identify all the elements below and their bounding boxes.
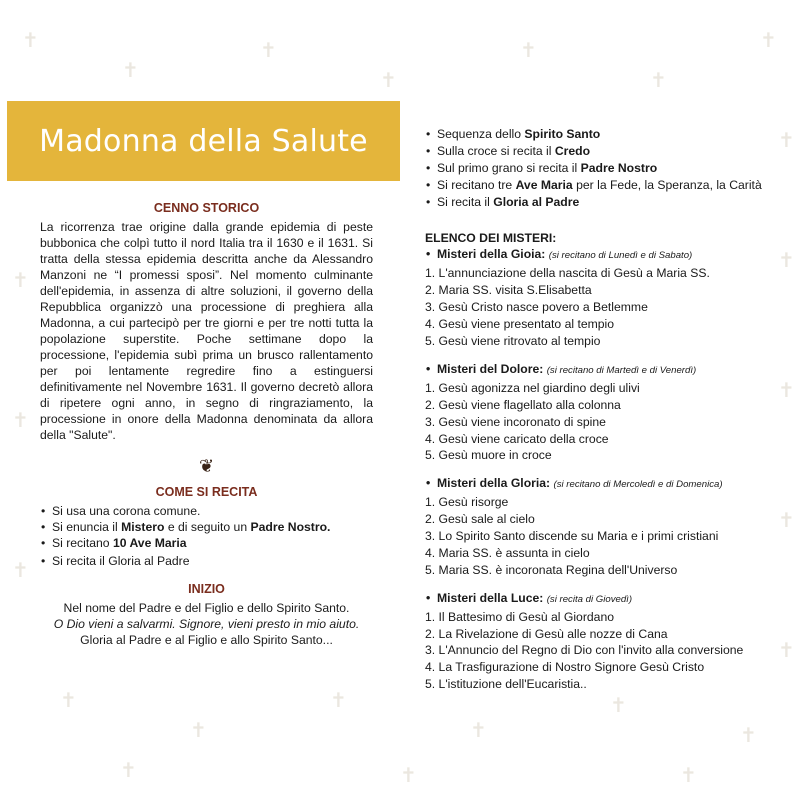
cross-pattern-icon: ✝: [520, 38, 537, 62]
group-title: • Misteri del Dolore: (si recitano di Martedì e di Venerdì): [425, 361, 770, 380]
group-title: • Misteri della Gloria: (si recitano di Mercoledì e di Domenica): [425, 475, 770, 494]
list-item: 2. La Rivelazione di Gesù alle nozze di Cana: [425, 626, 668, 641]
group-title: • Misteri della Gioia: (si recitano di Lunedì e di Sabato): [425, 246, 770, 265]
mystery-group: [425, 590, 770, 693]
cenno-text: La ricorrenza trae origine dalla grande epidemia di peste bubbonica che colpì tutto il nord Italia tra il 1630 e il 1631. Si tratta della stessa epidemia descritta anche da Alessandro Manzoni ne “I promessi sposi”. Nel momento culminante dell'epidemia, in assenza di altre soluzioni, il governo della Repubblica organizzò una processione di preghiera alla Madonna, a cui partecipò per tre giorni e per tre notti tutta la popolazione superstite. Poche settimane dopo la processione, l'epidemia subì prima un brusco rallentamento per poi lentamente regredire fino a estinguersi definitivamente nel Novembre 1631. Il governo decretò allora di ripetere ogni anno, in segno di ringraziamento, la processione in onore della Madonna denominata da allora della "Salute".: [40, 220, 373, 442]
list-item: 2. Gesù viene flagellato alla colonna: [425, 397, 621, 412]
cross-pattern-icon: ✝: [330, 688, 347, 712]
cross-pattern-icon: ✝: [400, 763, 417, 787]
mystery-group: [425, 361, 770, 464]
mystery-list: [425, 380, 770, 465]
mystery-list: [425, 609, 770, 694]
hearts-divider-icon: ❦: [198, 456, 215, 476]
sequence-list: [425, 126, 770, 211]
cross-pattern-icon: ✝: [778, 508, 795, 532]
come-heading: COME SI RECITA: [155, 485, 258, 499]
cross-pattern-icon: ✝: [778, 378, 795, 402]
left-column: [40, 200, 373, 648]
mystery-group: [425, 246, 770, 349]
list-item: 3. L'Annuncio del Regno di Dio con l'invito alla conversione: [425, 643, 744, 658]
list-item: 2. Gesù sale al cielo: [425, 512, 535, 527]
list-item: • Si usa una corona comune.: [40, 503, 373, 519]
cross-pattern-icon: ✝: [260, 38, 277, 62]
cross-pattern-icon: ✝: [778, 128, 795, 152]
cross-pattern-icon: ✝: [12, 268, 29, 292]
list-item: 2. Maria SS. visita S.Elisabetta: [425, 283, 592, 298]
cross-pattern-icon: ✝: [12, 408, 29, 432]
inizio-heading: INIZIO: [188, 582, 225, 596]
cross-pattern-icon: ✝: [122, 58, 139, 82]
inizio-line: Gloria al Padre e al Figlio e allo Spirito Santo...: [80, 633, 333, 647]
group-title: • Misteri della Luce: (si recita di Giovedì): [425, 590, 770, 609]
list-item: 5. Gesù muore in croce: [425, 448, 552, 463]
list-item: 4. La Trasfigurazione di Nostro Signore Gesù Cristo: [425, 660, 705, 675]
cenno-heading: CENNO STORICO: [153, 201, 260, 215]
right-column: [425, 126, 770, 698]
cross-pattern-icon: ✝: [740, 723, 757, 747]
list-item: 3. Gesù viene incoronato di spine: [425, 414, 606, 429]
title-banner: [7, 101, 400, 181]
list-item: 1. L'annunciazione della nascita di Gesù a Maria SS.: [425, 266, 710, 281]
cross-pattern-icon: ✝: [680, 763, 697, 787]
page-title: Madonna della Salute: [39, 123, 368, 159]
list-item: • Sulla croce si recita il Credo: [425, 143, 770, 160]
list-item: • Sequenza dello Spirito Santo: [425, 126, 770, 143]
inizio-prayer: [40, 600, 373, 648]
list-item: 5. Gesù viene ritrovato al tempio: [425, 333, 601, 348]
list-item: 3. Lo Spirito Santo discende su Maria e i primi cristiani: [425, 529, 719, 544]
list-item: 4. Gesù viene caricato della croce: [425, 431, 609, 446]
list-item: • Si recitano 10 Ave Maria: [40, 535, 373, 551]
come-list: [40, 503, 373, 569]
mystery-list: [425, 494, 770, 579]
cross-pattern-icon: ✝: [22, 28, 39, 52]
cross-pattern-icon: ✝: [380, 68, 397, 92]
list-item: • Si recita il Gloria al Padre: [40, 553, 373, 569]
list-item: • Si enuncia il Mistero e di seguito un Padre Nostro.: [40, 519, 373, 535]
list-item: 5. L'istituzione dell'Eucaristia..: [425, 677, 587, 692]
mystery-group: [425, 475, 770, 578]
list-item: 1. Il Battesimo di Gesù al Giordano: [425, 609, 615, 624]
list-item: • Si recita il Gloria al Padre: [425, 194, 770, 211]
cross-pattern-icon: ✝: [610, 693, 627, 717]
elenco-heading: ELENCO DEI MISTERI:: [425, 230, 557, 245]
list-item: 1. Gesù agonizza nel giardino degli ulivi: [425, 380, 640, 395]
inizio-line: O Dio vieni a salvarmi. Signore, vieni presto in mio aiuto.: [53, 617, 360, 631]
cross-pattern-icon: ✝: [778, 248, 795, 272]
cross-pattern-icon: ✝: [12, 558, 29, 582]
list-item: 3. Gesù Cristo nasce povero a Betlemme: [425, 300, 648, 315]
cross-pattern-icon: ✝: [650, 68, 667, 92]
cross-pattern-icon: ✝: [60, 688, 77, 712]
cross-pattern-icon: ✝: [778, 638, 795, 662]
cross-pattern-icon: ✝: [190, 718, 207, 742]
list-item: 4. Maria SS. è assunta in cielo: [425, 545, 590, 560]
list-item: • Sul primo grano si recita il Padre Nostro: [425, 160, 770, 177]
cross-pattern-icon: ✝: [470, 718, 487, 742]
cross-pattern-icon: ✝: [120, 758, 137, 782]
mystery-list: [425, 265, 770, 350]
inizio-line: Nel nome del Padre e del Figlio e dello Spirito Santo.: [63, 601, 350, 615]
cross-pattern-icon: ✝: [760, 28, 777, 52]
list-item: 4. Gesù viene presentato al tempio: [425, 317, 615, 332]
list-item: 5. Maria SS. è incoronata Regina dell'Universo: [425, 562, 678, 577]
list-item: • Si recitano tre Ave Maria per la Fede, la Speranza, la Carità: [425, 177, 770, 194]
list-item: 1. Gesù risorge: [425, 495, 509, 510]
